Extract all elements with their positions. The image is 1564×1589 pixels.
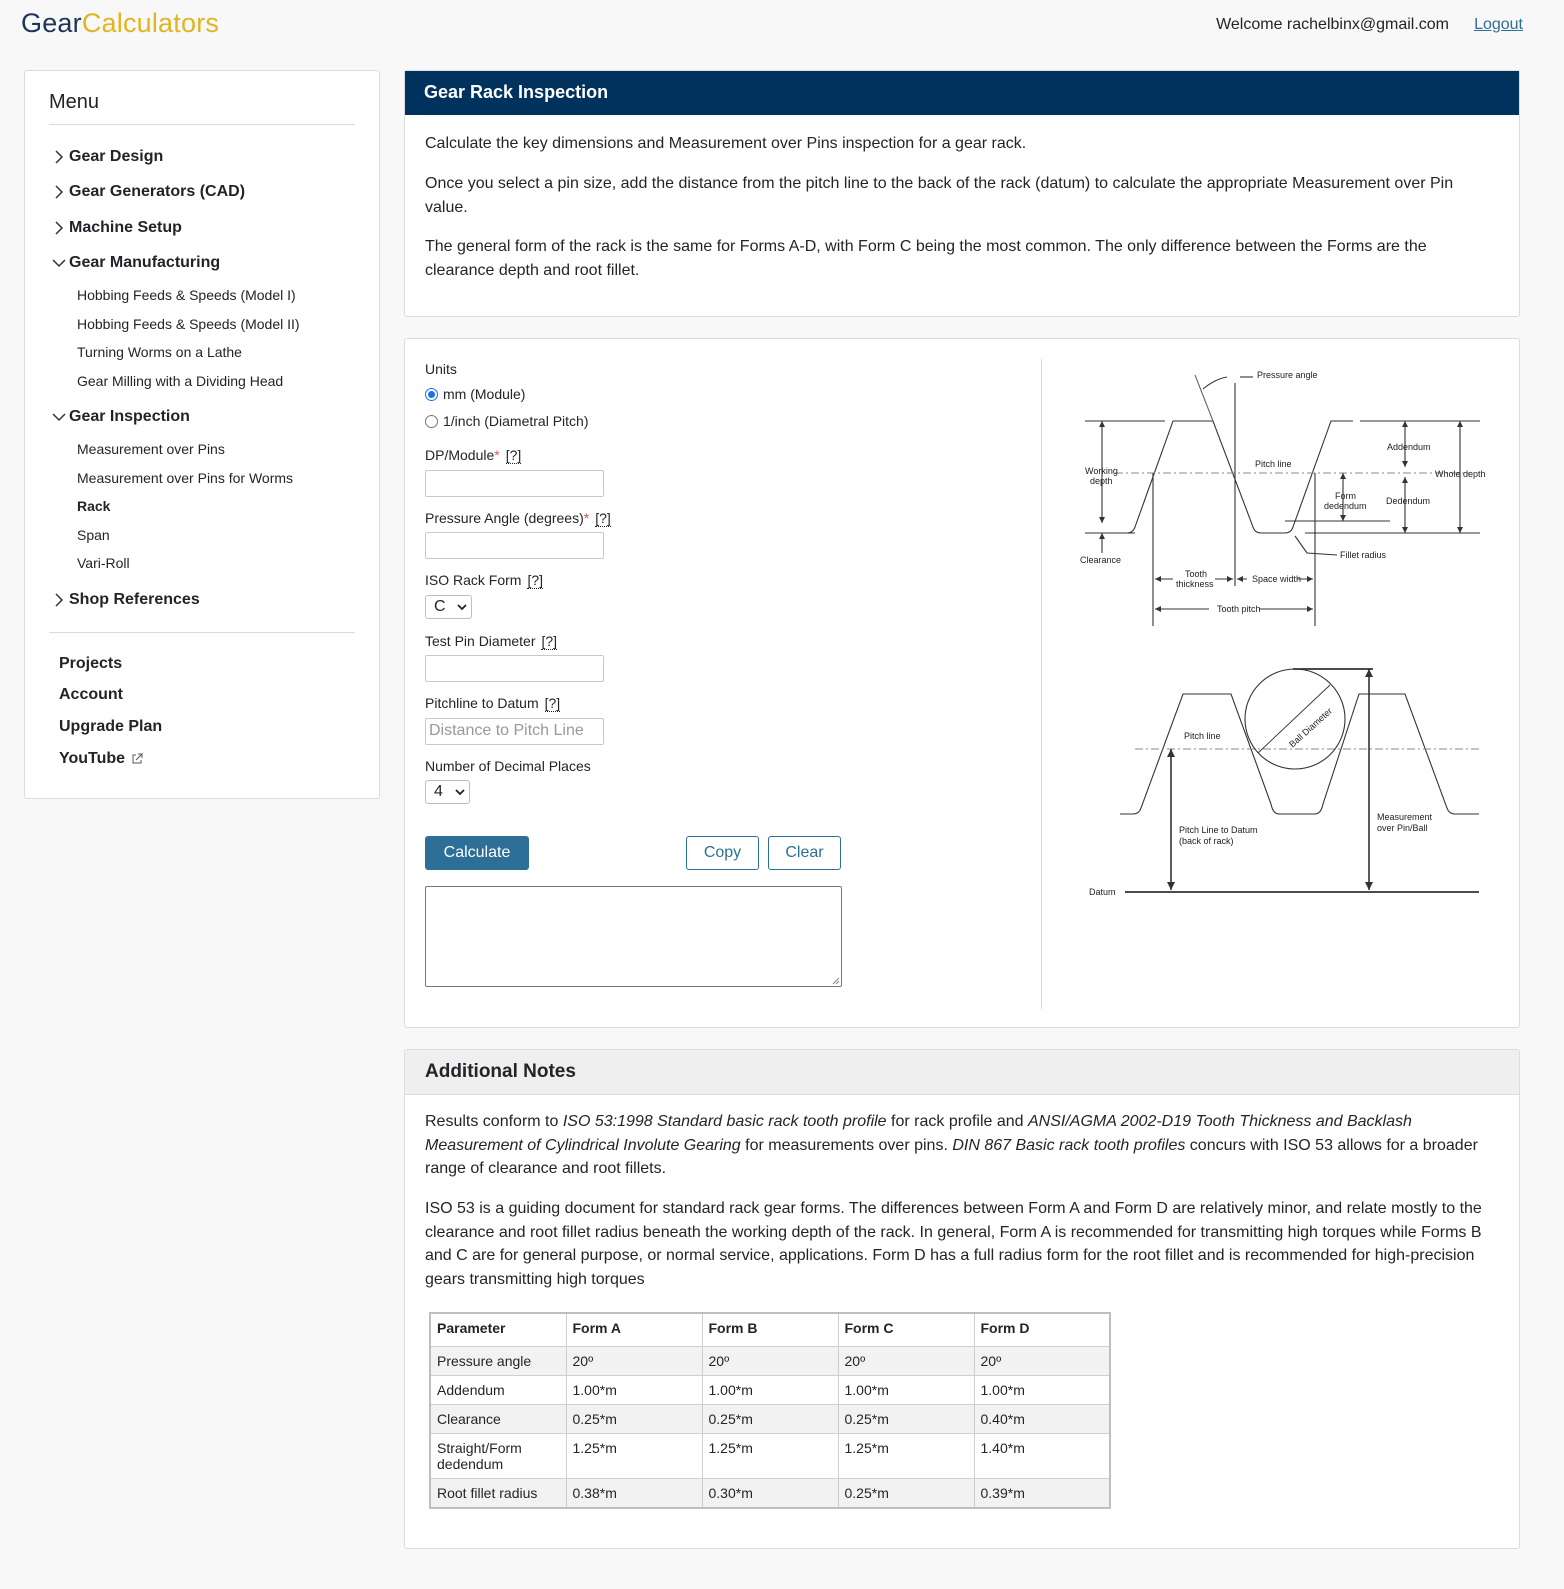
menu-section-machine-setup[interactable] [49, 218, 182, 238]
diagram-label: Datum [1089, 887, 1116, 897]
diagram-label: depth [1090, 476, 1113, 486]
menu-link-label: YouTube [59, 750, 126, 767]
menu-section-label: Shop References [69, 591, 200, 608]
pressure-angle-label [425, 510, 611, 526]
table-cell: 1.25*m [566, 1433, 702, 1478]
text-span: for measurements over pins. [740, 1136, 953, 1154]
chevron-right-icon [49, 147, 69, 167]
table-header: Form C [838, 1313, 974, 1346]
intro-paragraph-1: Calculate the key dimensions and Measurement over Pins inspection for a gear rack. [425, 135, 1027, 152]
diagram-label: Ball Diameter [1287, 705, 1335, 750]
menu-item-hobbing-model-1[interactable]: Hobbing Feeds & Speeds (Model I) [77, 287, 296, 303]
welcome-text: Welcome rachelbinx@gmail.com [1216, 16, 1449, 33]
diagram-label: Measurement [1377, 812, 1433, 822]
page-title: Gear Rack Inspection [405, 71, 1519, 115]
menu-item-mop-worms[interactable]: Measurement over Pins for Worms [77, 470, 294, 486]
menu-link-account[interactable]: Account [59, 686, 123, 703]
diagram-label: Tooth [1185, 569, 1208, 579]
label-text: DP/Module [425, 447, 495, 463]
notes-card [404, 1049, 1520, 1549]
rack-forms-table [429, 1312, 1111, 1509]
help-link[interactable]: [?] [541, 633, 558, 649]
table-header: Form A [566, 1313, 702, 1346]
select-value: C [434, 598, 446, 615]
unit-option-diametral-pitch[interactable] [425, 413, 589, 429]
units-label: Units [425, 361, 457, 377]
table-header-row [430, 1313, 1110, 1346]
diagram-label: Pitch line [1184, 731, 1221, 741]
menu-item-vari-roll[interactable]: Vari-Roll [77, 555, 130, 571]
menu-section-label: Gear Design [69, 148, 164, 165]
menu-section-label: Gear Inspection [69, 408, 190, 425]
table-cell: 0.30*m [702, 1478, 838, 1508]
select-value: 4 [434, 783, 443, 800]
menu-section-gear-inspection[interactable] [49, 407, 190, 427]
table-cell: 20º [702, 1346, 838, 1375]
external-link-icon [131, 753, 143, 765]
sidebar-menu [24, 70, 380, 799]
clear-button[interactable]: Clear [768, 836, 841, 870]
brand-part1: Gear [21, 8, 82, 38]
diagram-label: Dedendum [1386, 496, 1431, 506]
notes-paragraph-2: ISO 53 is a guiding document for standard rack gear forms. The differences between Form A and Form D are relatively minor, and relate mostly to the clearance and root fillet radius beneath the working depth of the rack. In general, Form A is recommended for transmitting high torques while Forms B and C are for general purpose, or normal service, applications. Form D has a full radius form for the root fillet and is recommended for high-precision gears transmitting high torques [425, 1200, 1482, 1288]
menu-section-shop-references[interactable] [49, 590, 200, 610]
diagram-label: Space width [1252, 574, 1302, 584]
table-cell: 0.25*m [702, 1404, 838, 1433]
calculate-button[interactable]: Calculate [425, 836, 529, 870]
copy-button[interactable]: Copy [686, 836, 759, 870]
brand-part2: Calculators [81, 8, 220, 38]
menu-section-label: Gear Manufacturing [69, 254, 221, 271]
table-cell: Addendum [430, 1375, 566, 1404]
table-cell: 1.25*m [838, 1433, 974, 1478]
chevron-right-icon [49, 218, 69, 238]
menu-section-label: Machine Setup [69, 219, 182, 236]
diagram-label: Whole depth [1435, 469, 1486, 479]
citation-agma: ANSI/AGMA 2002-D19 Tooth Thickness and Backlash Measurement of Cylindrical Involute Gearing [425, 1113, 1412, 1154]
rack-form-select[interactable] [425, 595, 472, 619]
label-text: Pitchline to Datum [425, 695, 539, 711]
results-textarea[interactable] [425, 886, 842, 987]
logout-link[interactable]: Logout [1474, 16, 1523, 33]
table-cell: Straight/Form dedendum [430, 1433, 566, 1478]
menu-divider [49, 632, 355, 633]
menu-divider [49, 124, 355, 125]
intro-card [404, 70, 1520, 317]
radio-button[interactable] [425, 388, 438, 401]
table-row [430, 1346, 1110, 1375]
table-cell: 20º [566, 1346, 702, 1375]
table-cell: 0.25*m [838, 1404, 974, 1433]
pitchline-datum-input[interactable]: Distance to Pitch Line [425, 718, 604, 745]
table-cell: 1.00*m [566, 1375, 702, 1404]
diagram-label: Clearance [1080, 555, 1122, 565]
menu-section-label: Gear Generators (CAD) [69, 183, 246, 200]
notes-title: Additional Notes [405, 1050, 1519, 1095]
diagram-label: Form [1335, 491, 1356, 501]
unit-option-module[interactable] [425, 386, 525, 402]
radio-label: mm (Module) [443, 386, 526, 402]
table-cell: 1.40*m [974, 1433, 1110, 1478]
resize-handle-icon[interactable] [832, 977, 840, 985]
menu-item-gear-milling[interactable]: Gear Milling with a Dividing Head [77, 373, 284, 389]
diagram-label: (back of rack) [1179, 836, 1234, 846]
table-header: Form B [702, 1313, 838, 1346]
required-marker: * [583, 510, 590, 526]
brand-logo[interactable] [21, 8, 219, 39]
chevron-down-icon [49, 407, 69, 427]
diagram-label: Pitch Line to Datum [1179, 825, 1258, 835]
menu-item-turning-worms[interactable]: Turning Worms on a Lathe [77, 344, 242, 360]
chevron-down-icon [455, 789, 465, 796]
table-row [430, 1375, 1110, 1404]
test-pin-label [425, 633, 557, 649]
citation-din867: DIN 867 Basic rack tooth profiles [952, 1136, 1186, 1154]
intro-paragraph-2: Once you select a pin size, add the distance from the pitch line to the back of the rack (datum) to calculate the appropriate Measurement over Pin value. [425, 175, 1454, 216]
table-header: Parameter [430, 1313, 566, 1346]
menu-item-measurement-over-pins[interactable]: Measurement over Pins [77, 441, 225, 457]
diagram-label: Working [1085, 466, 1118, 476]
table-cell: Root fillet radius [430, 1478, 566, 1508]
menu-link-youtube[interactable] [59, 750, 143, 768]
diagram-label: Tooth pitch [1217, 604, 1261, 614]
test-pin-input[interactable] [425, 655, 604, 682]
text-span: concurs with ISO 53 allows for a broader range of clearance and root fillets. [425, 1136, 1478, 1177]
table-cell: 1.25*m [702, 1433, 838, 1478]
menu-title: Menu [49, 91, 100, 113]
table-cell: Clearance [430, 1404, 566, 1433]
menu-section-gear-design[interactable] [49, 147, 163, 167]
menu-section-gear-generators[interactable] [49, 182, 245, 202]
diagram-label: Fillet radius [1340, 550, 1387, 560]
menu-item-span[interactable]: Span [77, 527, 110, 543]
table-row [430, 1478, 1110, 1508]
dp-module-label [425, 447, 521, 463]
help-link[interactable]: [?] [527, 572, 544, 588]
decimal-places-select[interactable] [425, 780, 470, 804]
table-cell: 0.40*m [974, 1404, 1110, 1433]
dp-module-input[interactable] [425, 470, 604, 497]
table-cell: 0.25*m [566, 1404, 702, 1433]
table-cell: 20º [974, 1346, 1110, 1375]
table-cell: 1.00*m [838, 1375, 974, 1404]
notes-paragraph-1 [425, 1110, 1491, 1181]
intro-paragraph-3: The general form of the rack is the same for Forms A-D, with Form C being the most common. The only difference between the Forms are the clearance depth and root fillet. [425, 238, 1427, 279]
text-span: Results conform to [425, 1113, 563, 1130]
chevron-down-icon [457, 604, 467, 611]
radio-label: 1/inch (Diametral Pitch) [443, 413, 589, 429]
diagram-label: Pitch line [1255, 459, 1292, 469]
table-cell: 20º [838, 1346, 974, 1375]
table-cell: 1.00*m [974, 1375, 1110, 1404]
chevron-right-icon [49, 182, 69, 202]
table-cell: 1.00*m [702, 1375, 838, 1404]
table-header: Form D [974, 1313, 1110, 1346]
menu-section-gear-manufacturing[interactable] [49, 253, 220, 273]
diagram-label: thickness [1176, 579, 1214, 589]
pin-measurement-diagram [1075, 659, 1495, 904]
help-link[interactable]: [?] [595, 510, 611, 526]
rack-geometry-diagram [1075, 361, 1495, 631]
help-link[interactable]: [?] [505, 447, 522, 463]
label-text: Test Pin Diameter [425, 633, 536, 649]
diagram-label: Pressure angle [1257, 370, 1318, 380]
pressure-angle-input[interactable] [425, 532, 604, 559]
radio-button[interactable] [425, 415, 438, 428]
table-row [430, 1404, 1110, 1433]
menu-item-rack[interactable]: Rack [77, 498, 111, 514]
table-cell: Pressure angle [430, 1346, 566, 1375]
citation-iso53: ISO 53:1998 Standard basic rack tooth profile [562, 1113, 887, 1130]
column-divider [1041, 359, 1042, 1009]
table-cell: 0.38*m [566, 1478, 702, 1508]
diagram-label: Addendum [1387, 442, 1431, 452]
menu-link-upgrade-plan[interactable]: Upgrade Plan [59, 718, 163, 735]
table-cell: 0.25*m [838, 1478, 974, 1508]
chevron-down-icon [49, 253, 69, 273]
table-cell: 0.39*m [974, 1478, 1110, 1508]
table-row [430, 1433, 1110, 1478]
label-text: ISO Rack Form [425, 572, 522, 588]
menu-item-hobbing-model-2[interactable]: Hobbing Feeds & Speeds (Model II) [77, 316, 300, 332]
pitchline-datum-label [425, 695, 560, 711]
diagram-label: over Pin/Ball [1377, 823, 1428, 833]
calculator-card [404, 338, 1520, 1028]
rack-form-label [425, 572, 543, 588]
text-span: for rack profile and [886, 1113, 1028, 1130]
help-link[interactable]: [?] [544, 695, 561, 711]
menu-link-projects[interactable]: Projects [59, 655, 123, 672]
label-text: Pressure Angle (degrees) [425, 510, 584, 526]
chevron-right-icon [49, 590, 69, 610]
decimal-places-label: Number of Decimal Places [425, 758, 591, 774]
diagram-label: dedendum [1324, 501, 1367, 511]
required-marker: * [494, 447, 500, 463]
